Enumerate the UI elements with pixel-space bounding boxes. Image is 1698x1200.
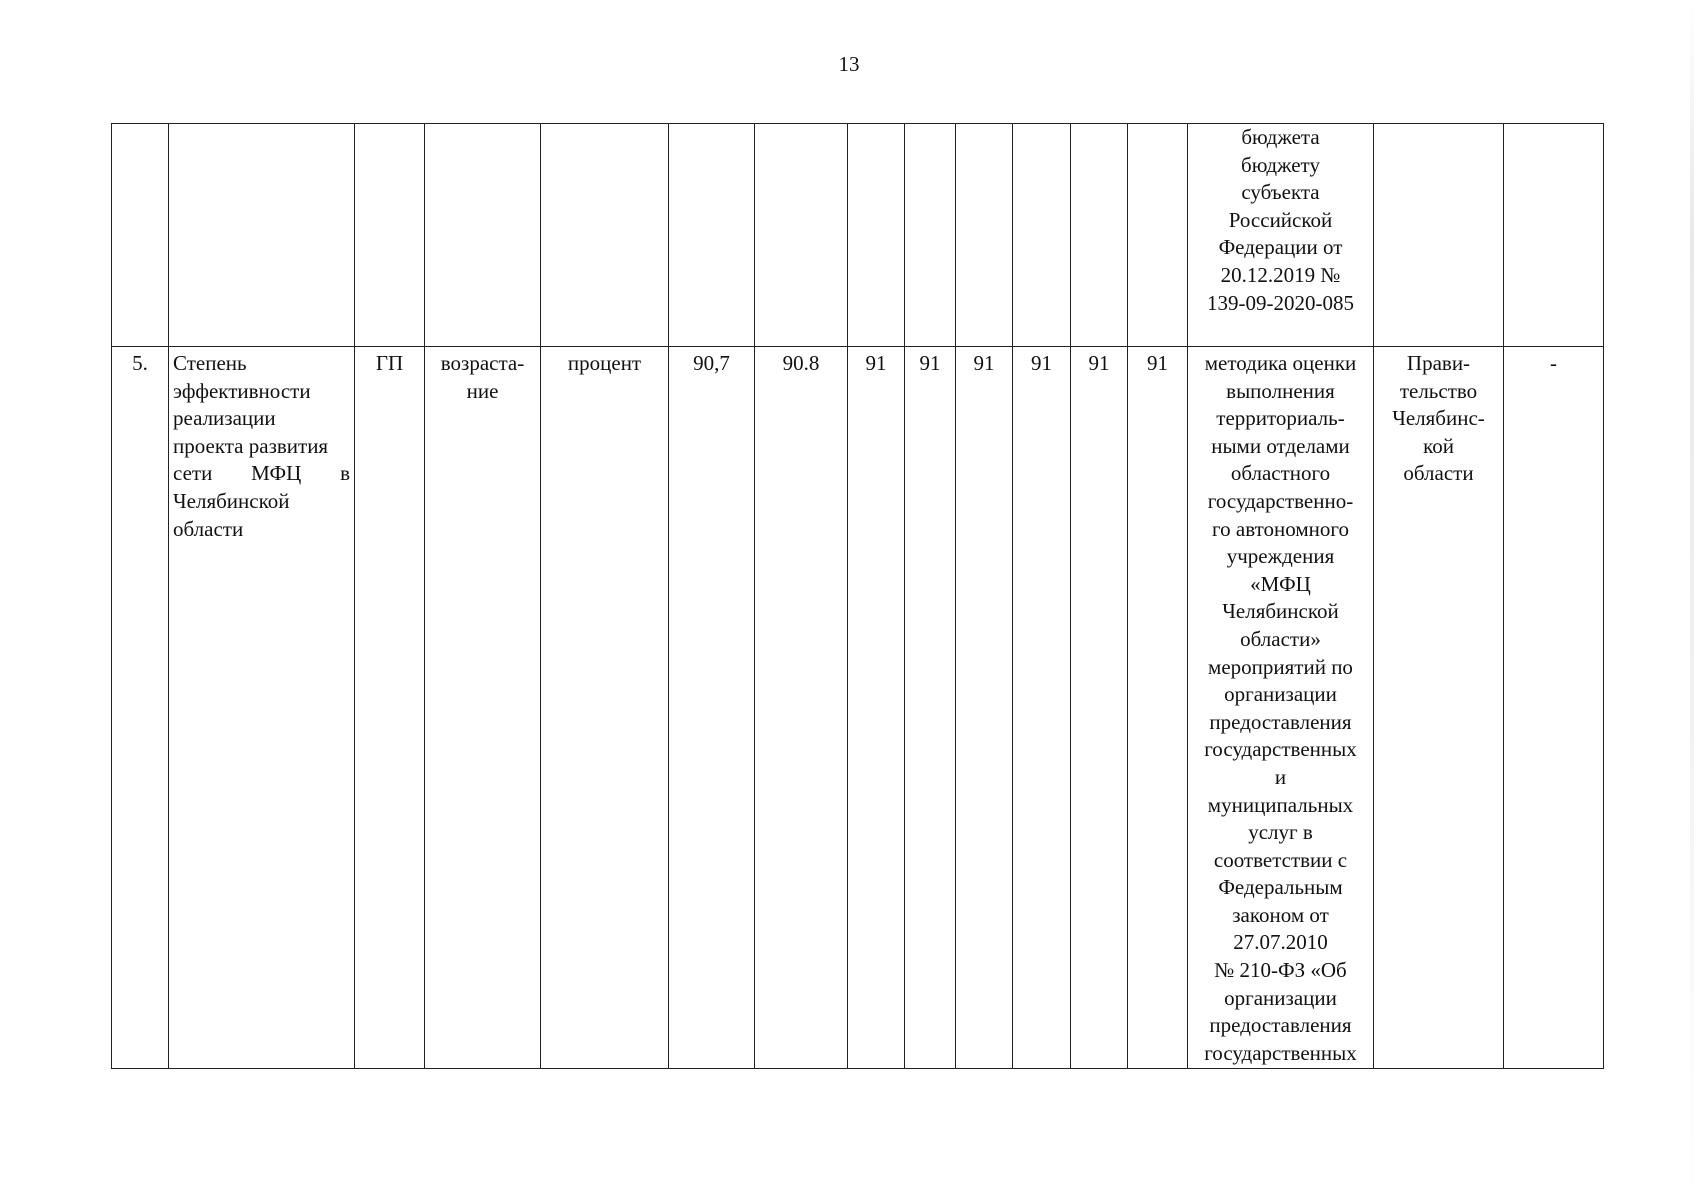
- name-line: Челябинской: [173, 488, 290, 513]
- name-line-justified: [173, 460, 350, 488]
- cell-empty: [1013, 124, 1071, 347]
- unit-of-measure: процент: [541, 347, 669, 1069]
- value-cell: 91: [848, 347, 905, 1069]
- row-number: 5.: [112, 347, 169, 1069]
- name-line: Степень: [173, 351, 247, 375]
- cell-empty: [541, 124, 669, 347]
- calculation-basis: методика оценки выполнения территориаль- ными отделами областного государственно- го автономного учреждения «МФЦ Челябинской области» мероприятий по организации предоставления государственных и муниципальных услуг в соответствии с Федеральным законом от 27.07.2010 № 210-ФЗ «Об организации предоставления государственных: [1188, 347, 1374, 1069]
- cell-empty: [112, 124, 169, 347]
- name-line: эффективности: [173, 378, 311, 403]
- name-word: сети: [173, 461, 213, 486]
- cell-empty: [355, 124, 425, 347]
- last-column-value: -: [1504, 347, 1604, 1069]
- indicator-type: ГП: [355, 347, 425, 1069]
- name-word: МФЦ: [251, 461, 302, 486]
- indicator-row-5: [112, 347, 1604, 1069]
- value-cell: 91: [956, 347, 1013, 1069]
- cell-empty: [169, 124, 355, 347]
- basis-text-continued: бюджета бюджету субъекта Российской Федерации от 20.12.2019 № 139-09-2020-085: [1188, 124, 1374, 347]
- responsible-body: Прави- тельство Челябинс- кой области: [1374, 347, 1504, 1069]
- cell-empty: [956, 124, 1013, 347]
- name-word: в: [340, 461, 350, 486]
- indicator-trend: возраста- ние: [425, 347, 541, 1069]
- cell-empty: [1071, 124, 1128, 347]
- cell-empty: [905, 124, 956, 347]
- value-cell: 91: [1013, 347, 1071, 1069]
- cell-empty: [669, 124, 755, 347]
- continuation-row: [112, 124, 1604, 347]
- value-cell: 91: [905, 347, 956, 1069]
- name-line: реализации: [173, 406, 276, 431]
- cell-empty: [425, 124, 541, 347]
- cell-empty: [1504, 124, 1604, 347]
- cell-empty: [755, 124, 848, 347]
- name-line: области: [173, 516, 244, 541]
- value-cell: 90.8: [755, 347, 848, 1069]
- indicator-name: [169, 347, 355, 1069]
- cell-empty: [848, 124, 905, 347]
- cell-empty: [1374, 124, 1504, 347]
- value-cell: 91: [1128, 347, 1188, 1069]
- value-cell: 90,7: [669, 347, 755, 1069]
- scan-edge-shadow: [1690, 0, 1694, 1200]
- page-number: 13: [838, 52, 860, 76]
- cell-empty: [1128, 124, 1188, 347]
- indicators-table: [111, 123, 1604, 1069]
- value-cell: 91: [1071, 347, 1128, 1069]
- name-line: проекта развития: [173, 433, 329, 458]
